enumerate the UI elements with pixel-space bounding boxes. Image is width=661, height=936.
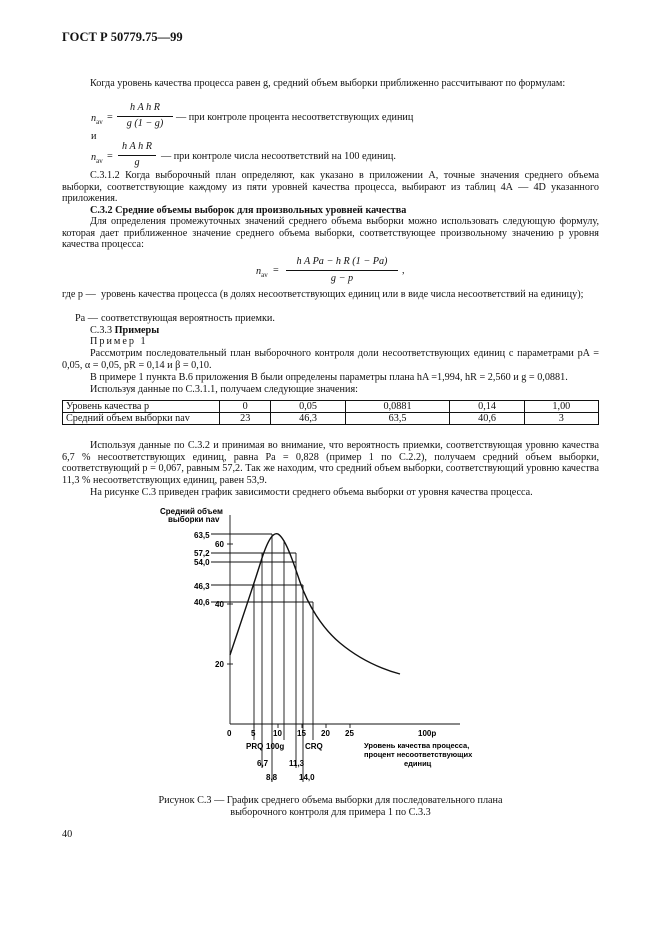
where-pa-text: соответствующая вероятность приемки. [101,313,275,324]
paragraph-after-table: Используя данные по С.3.2 и принимая во внимание, что вероятность приемки, соответствующая уровню качества 6,7 % несоответствующих единиц, равна Pa = 0,828 (пример 1 по С.2.2), получаем средний объем выборки, соответствующий p = 0,067, равным 57,2. Так же находим, что средний объем выборки, соответствующий уровню качества 11,3 % несоответствующих единиц, равен 53,9. [62,440,599,486]
formula-1-denominator: g (1 − g) [126,118,164,129]
label-crq: CRQ [305,742,323,751]
formula-3-denominator: g − p [330,273,354,284]
paragraph-b6: В примере 1 пункта В.6 приложения В были определены параметры плана hA =1,994, hR = 2,560 и g = 0,0881. [90,372,568,383]
x-tick-label-15: 15 [297,729,306,738]
table-cell: Средний объем выборки nav [63,413,220,425]
y-tick-label-40: 40 [215,600,224,609]
paragraph-c312: С.3.1.2 Когда выборочный план определяют, как указано в приложении А, точные значения среднего объема выборки, соответствующие каждому из пяти уровней качества процесса, выбирают из таблиц 4А — 4D указанного приложения. [62,170,599,205]
formula-2-denominator: g [134,157,140,168]
paragraph-example-1: Рассмотрим последовательный план выборочного контроля доли несоответствующих единиц с параметрами pA = 0,05, α = 0,05, pR = 0,14 и β = 0,10. [62,348,599,371]
table-cell: 0 [220,401,271,413]
x-tick-label-0: 0 [227,729,232,738]
table-cell: 3 [524,413,598,425]
table-cell: 46,3 [271,413,345,425]
y-mark-54-0: 54,0 [194,558,210,567]
where-pa-symbol: Pa — [75,313,98,324]
where-p-text: уровень качества процесса (в долях несоответствующих единиц или в виде числа несоответствий на единицу); [101,289,584,300]
formula-3-numerator: h A Pa − h R (1 − Pa) [296,256,388,267]
figure-caption-line2: выборочного контроля для примера 1 по С.3.3 [230,807,431,818]
paragraph-c32: Для определения промежуточных значений среднего объема выборки можно использовать следующую формулу, которая дает приближенное значение среднего объема выборки, соответствующее произвольному значению p уровня качества процесса: [62,216,599,251]
y-tick-label-20: 20 [215,660,224,669]
x-mark-11-3: 11,3 [289,759,305,768]
formula-2-numerator: h A h R [122,141,152,152]
table-cell: 63,5 [345,413,450,425]
label-100g: 100g [266,742,285,751]
table-cell: 0,0881 [345,401,450,413]
page-number: 40 [62,829,73,840]
figure-caption-line1: Рисунок С.3 — График среднего объема выборки для последовательного плана [158,795,503,806]
y-tick-label-60: 60 [215,540,224,549]
table-cell: 0,14 [450,401,524,413]
x-mark-14-0: 14,0 [299,773,315,782]
x-mark-8-8: 8,8 [266,773,278,782]
y-axis-label-line1: Средний объем [160,507,223,516]
x-mark-6-7: 6,7 [257,759,269,768]
x-axis-label-line3: единиц [404,759,432,768]
intro-paragraph: Когда уровень качества процесса равен g, средний объем выборки приближенно рассчитывают по формулам: [90,78,566,89]
x-axis-label-line2: процент несоответствующих [364,750,473,759]
formula-1-numerator: h A h R [130,102,160,113]
curve-nav [230,534,400,674]
x-tick-label-25: 25 [345,729,354,738]
x-tick-label-10: 10 [273,729,282,738]
table-cell: 23 [220,413,271,425]
conjunction-and: и [91,131,97,142]
document-header: ГОСТ Р 50779.75—99 [62,30,183,44]
y-mark-46-3: 46,3 [194,582,210,591]
table-cell: 40,6 [450,413,524,425]
heading-c33: С.3.3 Примеры [90,325,160,336]
heading-c32: С.3.2 Средние объемы выборок для произвольных уровней качества [90,205,407,216]
label-prq: PRQ [246,742,264,751]
x-tick-label-20: 20 [321,729,330,738]
y-mark-40-6: 40,6 [194,598,210,607]
table-cell: Уровень качества p [63,401,220,413]
y-mark-57-2: 57,2 [194,549,210,558]
y-axis-label-line2: выборки nav [168,515,220,524]
x-axis-end-label: 100p [418,729,437,738]
y-mark-63-5: 63,5 [194,531,210,540]
paragraph-use-data: Используя данные по С.3.1.1, получаем следующие значения: [90,384,358,395]
where-p-symbol: где p — [62,289,96,300]
x-tick-label-5: 5 [251,729,256,738]
example-1-label: Пример 1 [90,336,148,347]
table-cell: 1,00 [524,401,598,413]
x-axis-label-line1: Уровень качества процесса, [364,741,470,750]
table-cell: 0,05 [271,401,345,413]
paragraph-figure-ref: На рисунке С.3 приведен график зависимости среднего объема выборки от уровня качества процесса. [90,487,533,498]
